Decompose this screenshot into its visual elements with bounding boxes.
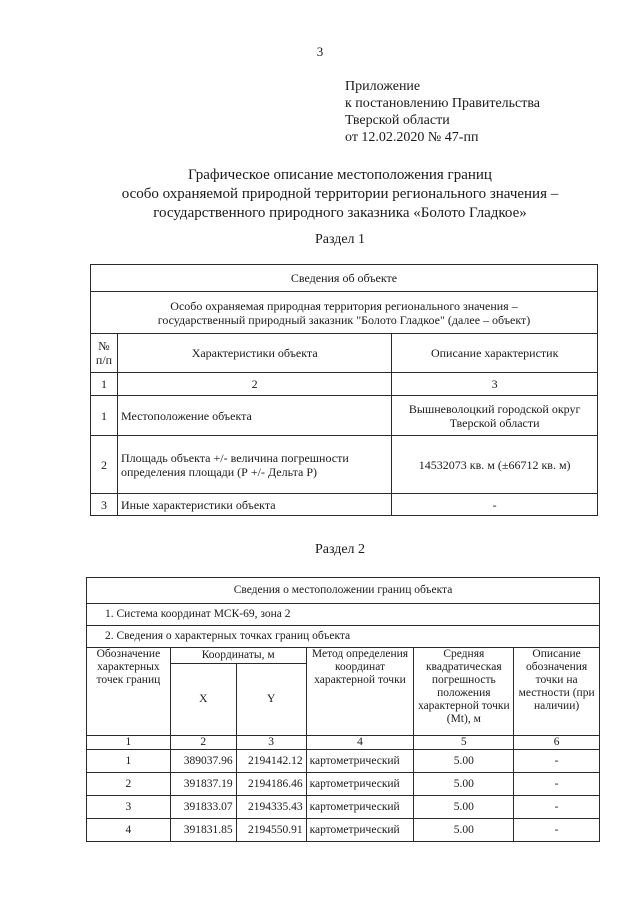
document-title — [0, 166, 640, 223]
table-row — [87, 796, 600, 819]
object-info-table — [90, 264, 598, 516]
header-error: Средняя квадратическая погрешность положения характерной точки (Mt), м — [414, 648, 514, 736]
header-marking: Описание обозначения точки на местности (при наличии) — [514, 648, 600, 736]
boundary-points-table — [86, 577, 600, 842]
method: картометрический — [306, 750, 414, 773]
error-value: 5.00 — [414, 750, 514, 773]
table-row — [87, 773, 600, 796]
coord-x: 391831.85 — [170, 819, 236, 842]
coordinate-system: 1. Система координат МСК-69, зона 2 — [87, 604, 600, 626]
header-x: X — [170, 664, 236, 736]
coord-y: 2194550.91 — [236, 819, 306, 842]
column-number: 1 — [91, 373, 118, 396]
column-number: 4 — [306, 736, 414, 750]
section2-heading: Раздел 2 — [314, 542, 366, 557]
error-value: 5.00 — [414, 819, 514, 842]
coord-x: 391833.07 — [170, 796, 236, 819]
title-line: особо охраняемой природной территории регионального значения – — [121, 186, 559, 202]
table-row — [87, 819, 600, 842]
column-number: 6 — [514, 736, 600, 750]
row-description: - — [392, 494, 598, 516]
object-name — [91, 292, 598, 334]
point-id: 4 — [87, 819, 171, 842]
header-y: Y — [236, 664, 306, 736]
marking: - — [514, 773, 600, 796]
header-no: № п/п — [91, 334, 118, 373]
table-row — [91, 494, 598, 516]
table-title: Сведения о местоположении границ объекта — [87, 578, 600, 604]
column-number: 3 — [392, 373, 598, 396]
error-value: 5.00 — [414, 796, 514, 819]
row-no: 2 — [91, 436, 118, 494]
column-number: 3 — [236, 736, 306, 750]
row-characteristic: Местоположение объекта — [117, 396, 391, 436]
column-number: 2 — [170, 736, 236, 750]
method: картометрический — [306, 773, 414, 796]
column-number: 5 — [414, 736, 514, 750]
marking: - — [514, 819, 600, 842]
table-row — [91, 436, 598, 494]
coord-y: 2194186.46 — [236, 773, 306, 796]
header-point: Обозначение характерных точек границ — [87, 648, 171, 736]
object-name-line: государственный природный заказник "Болото Гладкое" (далее – объект) — [157, 312, 531, 327]
title-line: государственного природного заказника «Болото Гладкое» — [153, 205, 527, 221]
row-description: 14532073 кв. м (±66712 кв. м) — [392, 436, 598, 494]
point-id: 2 — [87, 773, 171, 796]
appendix-note — [345, 78, 540, 146]
row-no: 3 — [91, 494, 118, 516]
table-title: Сведения об объекте — [91, 265, 598, 292]
table-row — [91, 396, 598, 436]
row-characteristic: Иные характеристики объекта — [117, 494, 391, 516]
appendix-line: Тверской области — [345, 113, 450, 128]
header-method: Метод определения координат характерной точки — [306, 648, 414, 736]
points-section-title: 2. Сведения о характерных точках границ объекта — [87, 626, 600, 648]
page-number: 3 — [316, 44, 324, 59]
title-line: Графическое описание местоположения границ — [188, 167, 492, 183]
point-id: 3 — [87, 796, 171, 819]
coord-y: 2194335.43 — [236, 796, 306, 819]
header-characteristic: Характеристики объекта — [117, 334, 391, 373]
header-description: Описание характеристик — [392, 334, 598, 373]
header-coordinates: Координаты, м — [170, 648, 306, 664]
appendix-line: к постановлению Правительства — [345, 96, 541, 111]
method: картометрический — [306, 819, 414, 842]
column-number: 2 — [117, 373, 391, 396]
method: картометрический — [306, 796, 414, 819]
row-characteristic: Площадь объекта +/- величина погрешности определения площади (Р +/- Дельта Р) — [117, 436, 391, 494]
row-description: Вышневолоцкий городской округ Тверской области — [392, 396, 598, 436]
appendix-line: Приложение — [345, 79, 421, 94]
appendix-line: от 12.02.2020 № 47-пп — [345, 130, 479, 145]
section1-heading: Раздел 1 — [314, 232, 366, 247]
column-number: 1 — [87, 736, 171, 750]
point-id: 1 — [87, 750, 171, 773]
marking: - — [514, 750, 600, 773]
coord-y: 2194142.12 — [236, 750, 306, 773]
coord-x: 391837.19 — [170, 773, 236, 796]
object-name-line: Особо охраняемая природная территория регионального значения – — [170, 298, 518, 313]
table-row — [87, 750, 600, 773]
coord-x: 389037.96 — [170, 750, 236, 773]
row-no: 1 — [91, 396, 118, 436]
error-value: 5.00 — [414, 773, 514, 796]
marking: - — [514, 796, 600, 819]
